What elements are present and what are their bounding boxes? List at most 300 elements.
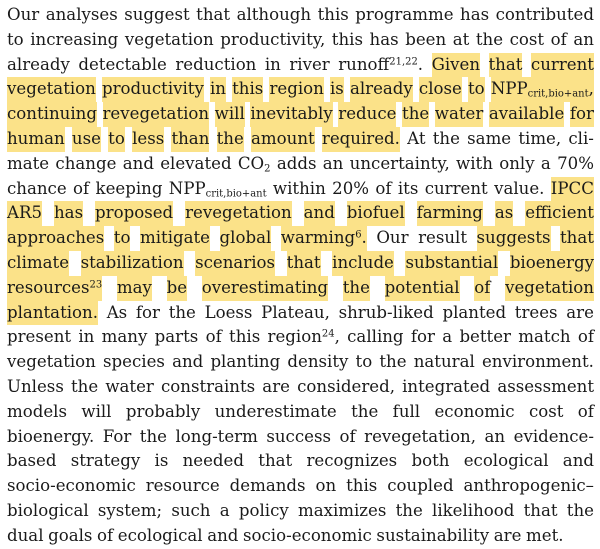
word [541, 152, 551, 177]
word [456, 152, 493, 177]
word [460, 3, 489, 28]
word [30, 28, 118, 53]
word [289, 53, 329, 78]
word-text: Our [376, 228, 409, 248]
highlighted-word [117, 276, 152, 301]
word [103, 350, 165, 375]
word [7, 449, 56, 474]
word-text: planted [442, 302, 507, 322]
word-text: elevated [160, 153, 232, 173]
word-text: mitigate [139, 228, 211, 248]
word [103, 425, 132, 450]
word-text: reduce [338, 104, 397, 124]
word-text: productivity, [220, 29, 326, 49]
text-line [7, 400, 594, 425]
word-text: an [484, 426, 506, 446]
word-text: of [577, 401, 594, 421]
word-text: use [71, 128, 101, 148]
word [347, 325, 403, 350]
text-line [7, 474, 594, 499]
highlighted-word [551, 177, 594, 202]
word-text: both [411, 451, 450, 471]
word-text: detectable [78, 54, 167, 74]
word [376, 524, 489, 549]
word [7, 350, 96, 375]
word [171, 499, 210, 524]
word [205, 301, 253, 326]
text-line [7, 53, 594, 78]
word [476, 28, 503, 53]
highlighted-word [81, 251, 184, 276]
word [338, 53, 423, 78]
highlighted-word [210, 77, 226, 102]
highlighted-word [332, 251, 394, 276]
word-text: the [566, 500, 594, 520]
word [297, 375, 395, 400]
word-text: are [262, 376, 290, 396]
word-text: such [171, 500, 211, 520]
word [102, 325, 148, 350]
word-text: 20% [332, 178, 370, 198]
word-text: resource [145, 476, 220, 496]
highlighted-word [7, 226, 104, 251]
word-text: likelihood [432, 500, 515, 520]
word-text: maximizes [297, 500, 387, 520]
word-text: current [530, 54, 594, 74]
subscript: crit,bio+ant [205, 188, 267, 200]
word [206, 325, 222, 350]
highlighted-word [54, 201, 83, 226]
word-text: global [219, 228, 272, 248]
word-text: long-term [175, 426, 258, 446]
word-text: keeping [95, 178, 163, 198]
word-text: current [424, 178, 488, 198]
word [518, 127, 561, 152]
word [215, 400, 337, 425]
word-text: than [171, 128, 210, 148]
word-text: for [569, 104, 594, 124]
word-text: the [395, 500, 423, 520]
word [375, 177, 391, 202]
word-text: this [317, 5, 349, 24]
word [524, 499, 558, 524]
highlighted-word [72, 127, 101, 152]
word [482, 350, 594, 375]
text-line [7, 177, 594, 202]
word-text: continuing [7, 104, 97, 124]
highlighted-word [489, 53, 523, 78]
word [398, 177, 419, 202]
word [243, 524, 372, 549]
word-text: has [460, 5, 490, 24]
word-text: anthropogenic– [463, 476, 594, 496]
body-paragraph [7, 3, 594, 549]
word-text: that [488, 54, 523, 74]
word [237, 3, 312, 28]
word [146, 474, 220, 499]
word-text: vegetation [7, 79, 96, 99]
word-text: probably [125, 401, 201, 421]
word [518, 325, 570, 350]
highlighted-word [343, 276, 370, 301]
word-text: parts [154, 327, 199, 347]
word-text: of [205, 327, 222, 347]
text-line [7, 152, 594, 177]
word [442, 325, 452, 350]
word-text: been [405, 29, 447, 49]
highlighted-word [7, 102, 97, 127]
word [155, 325, 199, 350]
word [118, 524, 203, 549]
highlighted-word [419, 77, 462, 102]
highlighted-word [217, 127, 244, 152]
highlighted-word [102, 77, 204, 102]
word [277, 152, 317, 177]
word [496, 3, 594, 28]
highlighted-word [432, 53, 480, 78]
highlighted-word [468, 77, 485, 102]
word-text: recognizes [306, 451, 398, 471]
word [7, 3, 39, 28]
word [433, 127, 460, 152]
word [418, 226, 467, 251]
word-text: the [475, 29, 504, 49]
word [7, 375, 64, 400]
word-text: CO [237, 153, 265, 173]
word-text: already [349, 79, 413, 99]
word-text: its [397, 178, 419, 198]
word-text: and [172, 352, 204, 372]
word [196, 3, 230, 28]
word-text: Plateau, [261, 302, 330, 322]
word [78, 325, 94, 350]
text-line [7, 325, 594, 350]
word-text: proposed [95, 203, 174, 223]
word-text: region [267, 327, 322, 347]
word [318, 3, 349, 28]
word-text: river [289, 54, 330, 74]
highlighted-word [474, 276, 490, 301]
highlighted-word [417, 201, 483, 226]
word [261, 301, 330, 326]
word-text: that [286, 252, 321, 272]
word-text: natural [413, 352, 475, 372]
word-text: coupled [387, 476, 454, 496]
text-line [7, 28, 594, 53]
word-text: As [106, 302, 128, 322]
word [7, 177, 67, 202]
word-text: Given [431, 54, 481, 74]
word [551, 28, 567, 53]
word-text: environment. [481, 352, 594, 372]
word-text: revegetation [102, 104, 210, 124]
citation-superscript: 21,22 [389, 56, 418, 68]
word [7, 53, 70, 78]
highlighted-word [232, 77, 263, 102]
highlighted-word [103, 102, 210, 127]
word [370, 28, 399, 53]
word-text: farming [416, 203, 483, 223]
word-text: approaches [7, 228, 105, 248]
word [230, 474, 306, 499]
word-text: policy [238, 500, 289, 520]
word [273, 177, 326, 202]
word-text: shrub-liked [338, 302, 434, 322]
word [453, 28, 470, 53]
word-text: that [258, 451, 293, 471]
word [258, 449, 292, 474]
word-text: a [219, 500, 230, 520]
highlighted-word [114, 226, 131, 251]
citation-superscript: 23 [89, 279, 103, 291]
text-line [7, 449, 594, 474]
word-text: biofuel [346, 203, 405, 223]
highlighted-word [531, 53, 594, 78]
word-text: cli- [568, 128, 594, 148]
word-text: chance [7, 178, 67, 198]
word [183, 449, 244, 474]
word [467, 127, 511, 152]
word-text: efficient [525, 203, 594, 223]
word-text: NPP [168, 178, 206, 198]
word [464, 449, 549, 474]
word-text: system; [97, 500, 163, 520]
word [136, 301, 160, 326]
text-line [7, 77, 594, 102]
word [207, 524, 238, 549]
word [238, 152, 271, 177]
word-text: for [135, 302, 160, 322]
word-text: programme [355, 5, 454, 24]
word-text: of [73, 178, 90, 198]
highlighted-word [385, 276, 460, 301]
highlighted-word [570, 102, 594, 127]
word-text: and [562, 451, 594, 471]
word-text: IPCC [550, 178, 594, 198]
word-text: at [452, 29, 470, 49]
text-line [7, 3, 594, 28]
word-text: sustainability [376, 525, 490, 545]
word-text: revegetation [185, 203, 292, 223]
highlighted-word [347, 201, 405, 226]
highlighted-word [195, 251, 275, 276]
word-text: that [196, 5, 231, 24]
word-text: reduction [175, 54, 257, 74]
word [265, 53, 281, 78]
word-text: required. [321, 128, 400, 148]
word [514, 425, 594, 450]
word [414, 350, 475, 375]
highlighted-word [108, 127, 125, 152]
word-text: strategy [70, 451, 141, 471]
highlighted-word [167, 276, 187, 301]
word [557, 152, 594, 177]
word [266, 425, 331, 450]
word-text: water [434, 104, 484, 124]
word [578, 325, 594, 350]
word [566, 301, 594, 326]
highlighted-word [202, 276, 328, 301]
punctuation: , [588, 79, 594, 99]
word [396, 499, 423, 524]
word [7, 28, 24, 53]
word-text: has [369, 29, 399, 49]
word-text: vegetation [124, 29, 214, 49]
word-text: runoff [338, 54, 390, 74]
highlighted-word [525, 201, 594, 226]
citation-superscript: 24 [321, 328, 335, 340]
word [220, 499, 230, 524]
word-text: planting [210, 352, 281, 372]
word-text: bioenergy [509, 252, 594, 272]
word-text: constraints [160, 376, 256, 396]
word-text: inevitably [250, 104, 333, 124]
word-text: the [351, 401, 379, 421]
word [459, 325, 511, 350]
punctuation: , [334, 327, 340, 347]
word [124, 3, 189, 28]
word [510, 28, 544, 53]
word [220, 28, 325, 53]
word [96, 177, 163, 202]
highlighted-word [304, 201, 335, 226]
highlighted-word [185, 201, 292, 226]
word-text: the [168, 302, 196, 322]
word-text: a [442, 327, 453, 347]
word [402, 375, 490, 400]
word-text: based [7, 451, 57, 471]
highlighted-word [505, 276, 594, 301]
word-text: underestimate [214, 401, 337, 421]
word-text: same [467, 128, 512, 148]
word [161, 375, 255, 400]
word [107, 301, 128, 326]
word-text: this [331, 29, 363, 49]
highlighted-word [435, 102, 484, 127]
highlighted-word [269, 77, 323, 102]
word [442, 301, 506, 326]
highlighted-word [171, 127, 209, 152]
subscript: 2 [264, 163, 271, 175]
word [340, 425, 356, 450]
word-text: plantation. [7, 302, 98, 322]
word-text: less [132, 128, 165, 148]
highlighted-word [405, 251, 498, 276]
word [494, 177, 544, 202]
word [298, 499, 386, 524]
word-text: revegetation, [364, 426, 477, 446]
word-text: productivity [102, 79, 204, 99]
word [355, 3, 453, 28]
highlighted-word [495, 201, 513, 226]
word [563, 449, 594, 474]
word-text: trees [514, 302, 558, 322]
word [346, 474, 377, 499]
word-text: the [402, 104, 430, 124]
word-text: suggests [476, 228, 551, 248]
word [497, 375, 594, 400]
highlighted-word [7, 201, 42, 226]
highlighted-word [132, 127, 164, 152]
word-text: has [53, 203, 84, 223]
word [387, 474, 453, 499]
word-text: uncertainty, [349, 153, 450, 173]
text-line [7, 226, 594, 251]
word-text: to [108, 128, 125, 148]
word [7, 524, 44, 549]
highlighted-word [330, 77, 344, 102]
word-text: and [207, 525, 239, 545]
word-text: AR5 [7, 203, 43, 223]
word [262, 375, 290, 400]
word-text: is [329, 79, 344, 99]
word [81, 400, 111, 425]
highlighted-word [95, 201, 173, 226]
word-text: socio-economic [243, 525, 372, 545]
word [578, 400, 594, 425]
word-text: needed [182, 451, 245, 471]
word-text: contributed [495, 5, 594, 24]
word-text: a [540, 153, 551, 173]
word-text: integrated [402, 376, 491, 396]
word-text: success [266, 426, 331, 446]
highlighted-word [281, 226, 367, 251]
word-text: of [339, 426, 356, 446]
word-text: increasing [30, 29, 119, 49]
word [567, 499, 594, 524]
word-text: stabilization [80, 252, 184, 272]
citation-superscript: 6 [355, 229, 362, 241]
word-text: human [7, 128, 65, 148]
text-line [7, 350, 594, 375]
word [526, 524, 564, 549]
highlighted-word [7, 276, 102, 301]
word-text: and [122, 153, 154, 173]
word-text: economic [434, 401, 515, 421]
word-text: considered, [297, 376, 395, 396]
word-text: an [322, 153, 344, 173]
word [485, 425, 506, 450]
word-text: be [166, 277, 188, 297]
word-text: dual [7, 525, 44, 545]
highlighted-word [7, 77, 96, 102]
word [379, 350, 406, 375]
word-text: Unless [7, 376, 64, 396]
word-text: cost [528, 401, 564, 421]
word [48, 524, 92, 549]
word-text: as [494, 203, 514, 223]
word-text: change [55, 153, 117, 173]
text-line [7, 301, 594, 326]
highlighted-word [402, 102, 429, 127]
highlighted-word [220, 226, 272, 251]
word [529, 400, 563, 425]
word [7, 499, 89, 524]
highlighted-word [491, 77, 594, 102]
word-text: are [566, 302, 594, 322]
word-text: of [577, 327, 594, 347]
highlighted-word [7, 127, 65, 152]
word [432, 499, 514, 524]
word-text: will [81, 401, 112, 421]
word [78, 53, 167, 78]
word-text: goals [48, 525, 93, 545]
word-text: time, [518, 128, 562, 148]
word [46, 3, 118, 28]
word [411, 325, 435, 350]
word-text: include [332, 252, 394, 272]
word-text: although [236, 5, 312, 24]
